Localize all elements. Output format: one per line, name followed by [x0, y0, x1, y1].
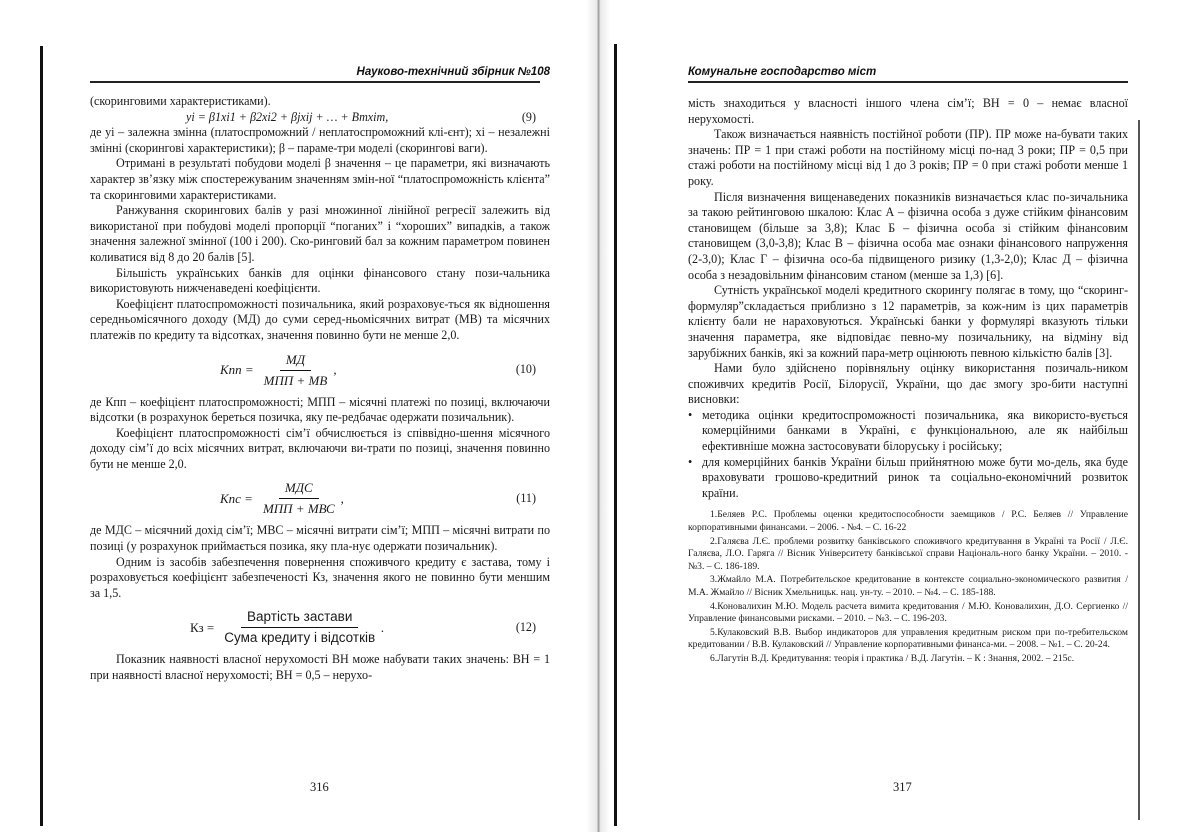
- right-page-body: [688, 96, 1128, 667]
- conclusions-list: [688, 408, 1128, 502]
- formula-11-tail: ,: [340, 491, 344, 507]
- formula-10-fraction: [258, 351, 337, 389]
- formula-10: [90, 352, 550, 389]
- paragraph: Ранжування скорингових балів у разі множинної лінійної регресії залежить від використаної при побудові моделі пропорції “поганих” і “хороших” випадків, а також значення залежної змінної (100 і 200). Ско-ринговий бал за кожним параметром повинен коливатися від 8 до 20 балів [5].: [90, 203, 550, 264]
- page-edge-gutter: [614, 44, 617, 826]
- formula-12-denominator: Сума кредиту і відсотків: [224, 630, 376, 646]
- formula-10-numerator: МД: [280, 352, 311, 371]
- paragraph: Після визначення вищенаведених показників визначається клас по-зичальника за такою рейтинговою шкалою: Клас А – фізична особа з дуже стійким фінансовим становищем (більше за 3,8); Клас Б – фізична особа зі стійким фінансовим становищем (3,0-3,8); Клас В – фізична особа має ознаки фінансового напруження (2-3,0); Клас Г – фізична осо-ба підвищеного ризику (1,3-2,0); Клас Д – фізична особа з незадовільним фінансовим станом (менше за 1,3) [6].: [688, 189, 1128, 282]
- formula-10-lhs: Кпп =: [220, 362, 254, 378]
- page-edge-right: [1138, 120, 1140, 820]
- paragraph: мість знаходиться у власності іншого члена сім’ї; ВН = 0 – немає власної нерухомості.: [688, 96, 1128, 126]
- paragraph: Одним із засобів забезпечення повернення споживчого кредиту є застава, тому і розраховується коефіцієнт забезпеченості Кз, значення якого не повинно бути меншим за 1,5.: [90, 554, 550, 600]
- header-rule: [688, 81, 1128, 83]
- formula-12-number: (12): [515, 620, 536, 635]
- formula-9: [90, 110, 550, 126]
- reference-item: 4.Коновалихин М.Ю. Модель расчета вимита кредитования / М.Ю. Коновалихин, Д.О. Сергиенко // Управление финансовыми рисками. – 2010. – №3. – С. 196-203.: [688, 600, 1128, 625]
- page-edge-left: [40, 46, 43, 826]
- book-spine: [586, 0, 610, 832]
- formula-10-number: (10): [515, 362, 536, 377]
- list-item: [688, 408, 1128, 455]
- left-page: [90, 0, 550, 832]
- reference-item: 6.Лагутін В.Д. Кредитування: теорія і практика / В.Д. Лагутін. – К : Знання, 2002. – 215с.: [710, 652, 1075, 664]
- formula-9-number: (9): [521, 109, 536, 124]
- paragraph: Коефіцієнт платоспроможності позичальника, який розраховує-ться як відношення середньомісячного доходу (МД) до суми серед-ньомісячних витрат (МВ) та місячних платежів по кредиту та відсотках, значення повинно бути не менше 2,0.: [90, 296, 550, 342]
- paragraph: Показник наявності власної нерухомості ВН може набувати таких значень: ВН = 1 при наявності власної нерухомості; ВН = 0,5 – нерухо-: [90, 652, 550, 683]
- formula-12-numerator: Вартість застави: [241, 609, 358, 628]
- intro-line: (скоринговими характеристиками).: [90, 94, 271, 108]
- paragraph: Також визначається наявність постійної роботи (ПР). ПР може на-бувати таких значень: ПР = 1 при стажі роботи на постійному місці по-над 3 роки; ПР = 0,5 при стажі роботи на постійному місці від 1 до 3 років; ПР = 0 при стажі роботи менше 1 року.: [688, 127, 1128, 188]
- reference-item: 3.Жмайло М.А. Потребительское кредитование в контексте социально-экономического развития / М.А. Жмайло // Вісник Хмельницьк. нац. ун-ту. – 2010. – №4. – С. 185-188.: [688, 574, 1128, 598]
- running-head-right: Комунальне господарство міст: [688, 66, 877, 78]
- reference-item: 1.Беляев Р.С. Проблемы оценки кредитоспособности заемщиков / Р.С. Беляев // Управление корпоративными финансами. – 2006. - №4. – С. 16-22: [688, 509, 1128, 534]
- paragraph-where-9: де yi – залежна змінна (платоспроможний / неплатоспроможний клі-єнт); xi – незалежні змінні (скорингові характеристики); β – параме-три моделі (скорингові ваги).: [90, 125, 550, 155]
- reference-item: 2.Галяєва Л.Є. проблеми розвитку банківського споживчого кредитування в Україні та Росії / Л.Є. Галяєва, Л.О. Гаряга // Вісник Університету банківської справи Національ-ного банку України. – 2010. - №3. – С. 186-189.: [688, 535, 1128, 572]
- formula-12-fraction: [218, 609, 381, 646]
- formula-11-lhs: Кпс =: [220, 491, 253, 507]
- formula-12-lhs: Кз =: [190, 620, 215, 636]
- bullet-icon: •: [688, 454, 693, 469]
- references-list: [688, 509, 1128, 665]
- left-page-body: [90, 94, 550, 684]
- list-item-text: для комерційних банків України більш прийнятною може бути мо-дель, яка буде враховувати грошово-кредитний ринок та соціально-економічний розвиток країни.: [702, 454, 1128, 500]
- paragraph-where-11: де МДС – місячний дохід сім’ї; МВС – місячні витрати сім’ї; МПП – місячні витрати по позиці (у розрахунок приймається позика, яку пла-нує одержати позичальник).: [90, 523, 550, 554]
- formula-11-denominator: МПП + МВС: [262, 501, 335, 517]
- formula-10-tail: ,: [333, 362, 337, 378]
- formula-11-number: (11): [516, 491, 536, 506]
- paragraph: Отримані в результаті побудови моделі β значення – це параметри, які визначають характер зв’язку між спостережуваним значенням змін-ної “платоспроможність клієнта” та скоринговими характеристиками.: [90, 156, 550, 202]
- formula-9-text: yi = β1xi1 + β2xi2 + βjxij + … + Bmxim,: [186, 109, 389, 124]
- list-item: [688, 455, 1128, 502]
- formula-11-numerator: МДС: [279, 480, 319, 499]
- reference-item: 5.Кулаковский В.В. Выбор индикаторов для управления кредитным риском при по-требительском кредитовании / В.В. Кулаковский // Управление корпоративными финанса-ми. – 2008. – №1. – С. 20-24.: [688, 626, 1128, 651]
- page-number-left: 316: [310, 780, 329, 794]
- formula-11-fraction: [257, 480, 341, 517]
- right-page: [688, 0, 1128, 832]
- paragraph-where-10: де Кпп – коефіцієнт платоспроможності; МПП – місячні платежі по позиці, включаючи відсотки (в розрахунок береться позичка, яку пе-редбачає одержати позичальник).: [90, 394, 550, 425]
- paragraph: Нами було здійснено порівняльну оцінку використання позичаль-ником споживчих кредитів Росії, Білорусії, України, що дає змогу зро-бити наступні висновки:: [688, 361, 1128, 407]
- header-rule: [90, 81, 540, 83]
- formula-12-tail: .: [381, 620, 385, 636]
- paragraph: Сутність української моделі кредитного скорингу полягає в тому, що “скоринг-формуляр”складається приблизно з 12 параметрів, за кож-ним із цих параметрів клієнту бали не нараховуються. Українські банки у формулярі вказують тільки значення параметра, яке відповідає певно-му позичальнику, на відміну від зарубіжних банків, які за кожний пара-метр оцінюють певною кількістю балів [3].: [688, 283, 1128, 360]
- list-item-text: методика оцінки кредитоспроможності позичальника, яка використо-вується комерційними банками в Україні, є функціональною, але як найбільш ефективніше можна застосовувати білоруську і російську;: [702, 407, 1128, 454]
- paragraph: Більшість українських банків для оцінки фінансового стану пози-чальника використовують нижченаведені коефіцієнти.: [90, 265, 550, 296]
- bullet-icon: •: [688, 407, 693, 422]
- running-head-left: Науково-технічний збірник №108: [356, 66, 550, 78]
- page-number-right: 317: [893, 780, 912, 794]
- formula-12: [90, 609, 550, 646]
- formula-11: [90, 480, 550, 517]
- paragraph: Коефіцієнт платоспроможності сім’ї обчислюється із співвідно-шення місячного доходу сім’ї до всіх місячних витрат, включаючи ви-трати по позиці, значення повинно бути не менше 2,0.: [90, 425, 550, 471]
- formula-10-denominator: МПП + МВ: [263, 372, 328, 388]
